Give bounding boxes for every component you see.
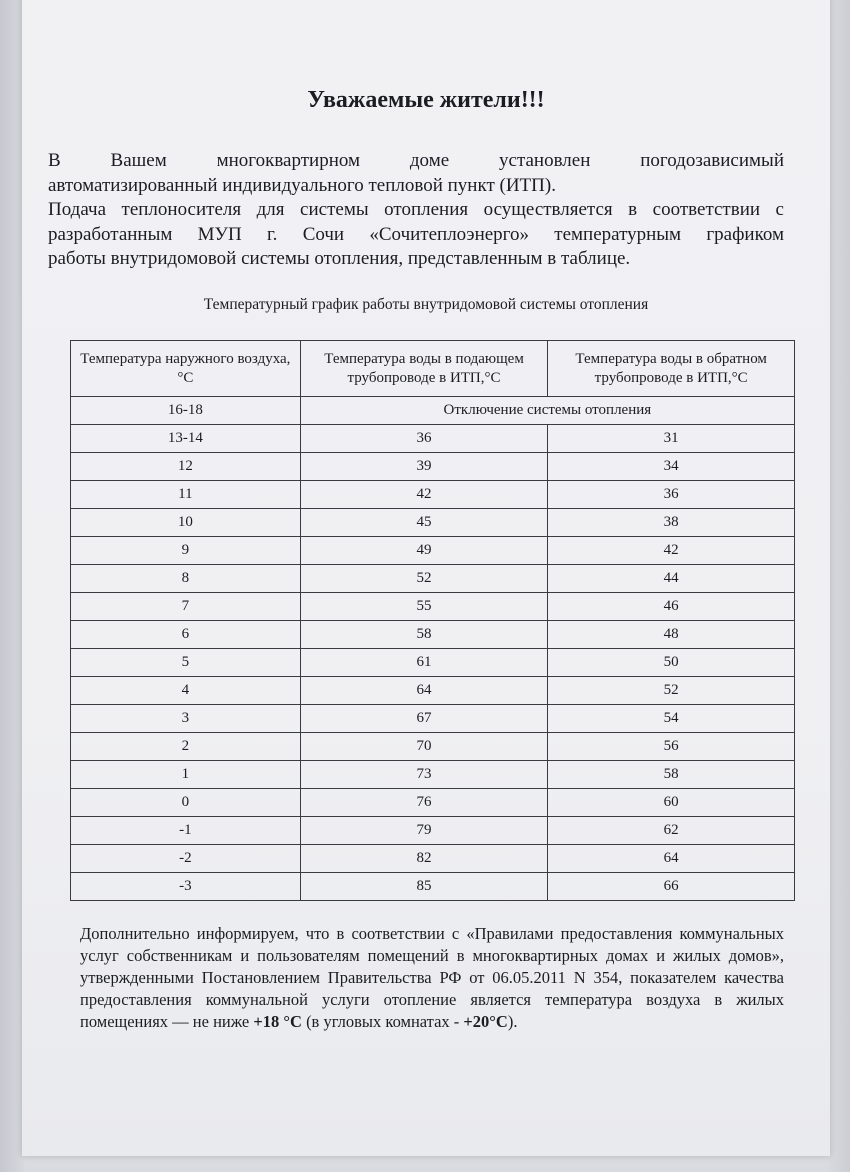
cell-return-temp: 58 bbox=[548, 761, 795, 789]
cell-supply-temp: 61 bbox=[300, 649, 548, 677]
cell-supply-temp: 70 bbox=[300, 733, 548, 761]
cell-supply-temp: 45 bbox=[300, 509, 548, 537]
table-row bbox=[71, 705, 795, 733]
footer-text: Дополнительно информируем, что в соответствии с «Правилами предоставления коммунальных услуг собственникам и пользователям помещений в многоквартирных домах и жилых домов», утвержденными Постановлением Правительства РФ от 06.05.2011 N 354, показателем качества предоставления коммунальной услуги отопление является температура воздуха в жилых помещениях — не ниже bbox=[80, 924, 784, 1031]
table-row bbox=[71, 873, 795, 901]
cell-return-temp: 56 bbox=[548, 733, 795, 761]
intro-line: Подача теплоносителя для системы отопления осуществляется в соответствии с bbox=[48, 199, 784, 220]
table-caption: Температурный график работы внутридомовой системы отопления bbox=[203, 296, 649, 313]
cell-return-temp: 44 bbox=[548, 565, 795, 593]
cell-return-temp: 66 bbox=[548, 873, 795, 901]
header-return-temp: Температура воды в обратном трубопроводе в ИТП,°С bbox=[548, 341, 795, 397]
cell-supply-temp: 52 bbox=[300, 565, 548, 593]
table-header-row bbox=[71, 341, 795, 397]
intro-line: разработанным МУП г. Сочи «Сочитеплоэнерго» температурным графиком bbox=[48, 223, 784, 245]
table-row bbox=[71, 789, 795, 817]
table-row bbox=[71, 481, 795, 509]
cell-return-temp: 50 bbox=[548, 649, 795, 677]
cell-supply-temp: 82 bbox=[300, 845, 548, 873]
table-row bbox=[71, 537, 795, 565]
cell-outdoor-temp: 16-18 bbox=[71, 397, 301, 425]
intro-line: автоматизированный индивидуального тепловой пункт (ИТП). bbox=[48, 174, 556, 196]
table-row bbox=[71, 761, 795, 789]
intro-paragraph bbox=[48, 149, 784, 272]
wall-right bbox=[828, 0, 850, 1172]
table-row bbox=[71, 733, 795, 761]
cell-supply-temp: 49 bbox=[300, 537, 548, 565]
cell-return-temp: 42 bbox=[548, 537, 795, 565]
temperature-schedule-table bbox=[70, 340, 795, 901]
footer-text-end: ). bbox=[507, 1012, 518, 1031]
table-row bbox=[71, 845, 795, 873]
notice-title: Уважаемые жители!!! bbox=[307, 87, 545, 113]
cell-outdoor-temp: 1 bbox=[71, 761, 301, 789]
cell-outdoor-temp: 13-14 bbox=[71, 425, 301, 453]
cell-supply-temp: 58 bbox=[300, 621, 548, 649]
cell-supply-temp: 73 bbox=[300, 761, 548, 789]
cell-supply-temp: 76 bbox=[300, 789, 548, 817]
cell-return-temp: 36 bbox=[548, 481, 795, 509]
cell-return-temp: 38 bbox=[548, 509, 795, 537]
header-outdoor-temp: Температура наружного воздуха, °С bbox=[71, 341, 301, 397]
table-row bbox=[71, 621, 795, 649]
cell-outdoor-temp: 5 bbox=[71, 649, 301, 677]
cell-outdoor-temp: 10 bbox=[71, 509, 301, 537]
cell-outdoor-temp: 3 bbox=[71, 705, 301, 733]
header-supply-temp: Температура воды в подающем трубопроводе в ИТП,°С bbox=[300, 341, 548, 397]
cell-return-temp: 48 bbox=[548, 621, 795, 649]
cell-supply-temp: 55 bbox=[300, 593, 548, 621]
cell-return-temp: 54 bbox=[548, 705, 795, 733]
cell-supply-temp: 42 bbox=[300, 481, 548, 509]
footer-paragraph bbox=[80, 923, 784, 1033]
cell-outdoor-temp: 9 bbox=[71, 537, 301, 565]
cell-outdoor-temp: 12 bbox=[71, 453, 301, 481]
cell-supply-temp: 67 bbox=[300, 705, 548, 733]
cell-outdoor-temp: 7 bbox=[71, 593, 301, 621]
cell-outdoor-temp: -2 bbox=[71, 845, 301, 873]
notice-sheet bbox=[22, 0, 830, 1156]
min-temp-value: +18 °С bbox=[253, 1012, 302, 1031]
wall-left bbox=[0, 0, 24, 1172]
cell-outdoor-temp: -3 bbox=[71, 873, 301, 901]
cell-supply-temp: 79 bbox=[300, 817, 548, 845]
cell-outdoor-temp: 11 bbox=[71, 481, 301, 509]
cell-supply-temp: 39 bbox=[300, 453, 548, 481]
cell-return-temp: 46 bbox=[548, 593, 795, 621]
cell-outdoor-temp: 4 bbox=[71, 677, 301, 705]
table-row bbox=[71, 425, 795, 453]
cell-supply-temp: 36 bbox=[300, 425, 548, 453]
cell-outdoor-temp: 2 bbox=[71, 733, 301, 761]
cell-supply-temp: 64 bbox=[300, 677, 548, 705]
cell-outdoor-temp: -1 bbox=[71, 817, 301, 845]
table-row bbox=[71, 649, 795, 677]
footer-text-mid: (в угловых комнатах - bbox=[301, 1012, 464, 1031]
table-row bbox=[71, 453, 795, 481]
table-row bbox=[71, 509, 795, 537]
intro-line: работы внутридомовой системы отопления, представленным в таблице. bbox=[48, 248, 631, 269]
table-row-shutdown bbox=[71, 397, 795, 425]
cell-outdoor-temp: 8 bbox=[71, 565, 301, 593]
table-row bbox=[71, 565, 795, 593]
cell-return-temp: 31 bbox=[548, 425, 795, 453]
cell-supply-temp: 85 bbox=[300, 873, 548, 901]
cell-return-temp: 64 bbox=[548, 845, 795, 873]
corner-temp-value: +20°С bbox=[463, 1012, 508, 1031]
cell-return-temp: 34 bbox=[548, 453, 795, 481]
cell-return-temp: 60 bbox=[548, 789, 795, 817]
intro-line: В Вашем многоквартирном доме установлен погодозависимый bbox=[48, 150, 784, 171]
table-row bbox=[71, 677, 795, 705]
cell-outdoor-temp: 0 bbox=[71, 789, 301, 817]
table-row bbox=[71, 593, 795, 621]
cell-return-temp: 52 bbox=[548, 677, 795, 705]
cell-shutdown-note: Отключение системы отопления bbox=[300, 397, 794, 425]
cell-return-temp: 62 bbox=[548, 817, 795, 845]
cell-outdoor-temp: 6 bbox=[71, 621, 301, 649]
table-row bbox=[71, 817, 795, 845]
